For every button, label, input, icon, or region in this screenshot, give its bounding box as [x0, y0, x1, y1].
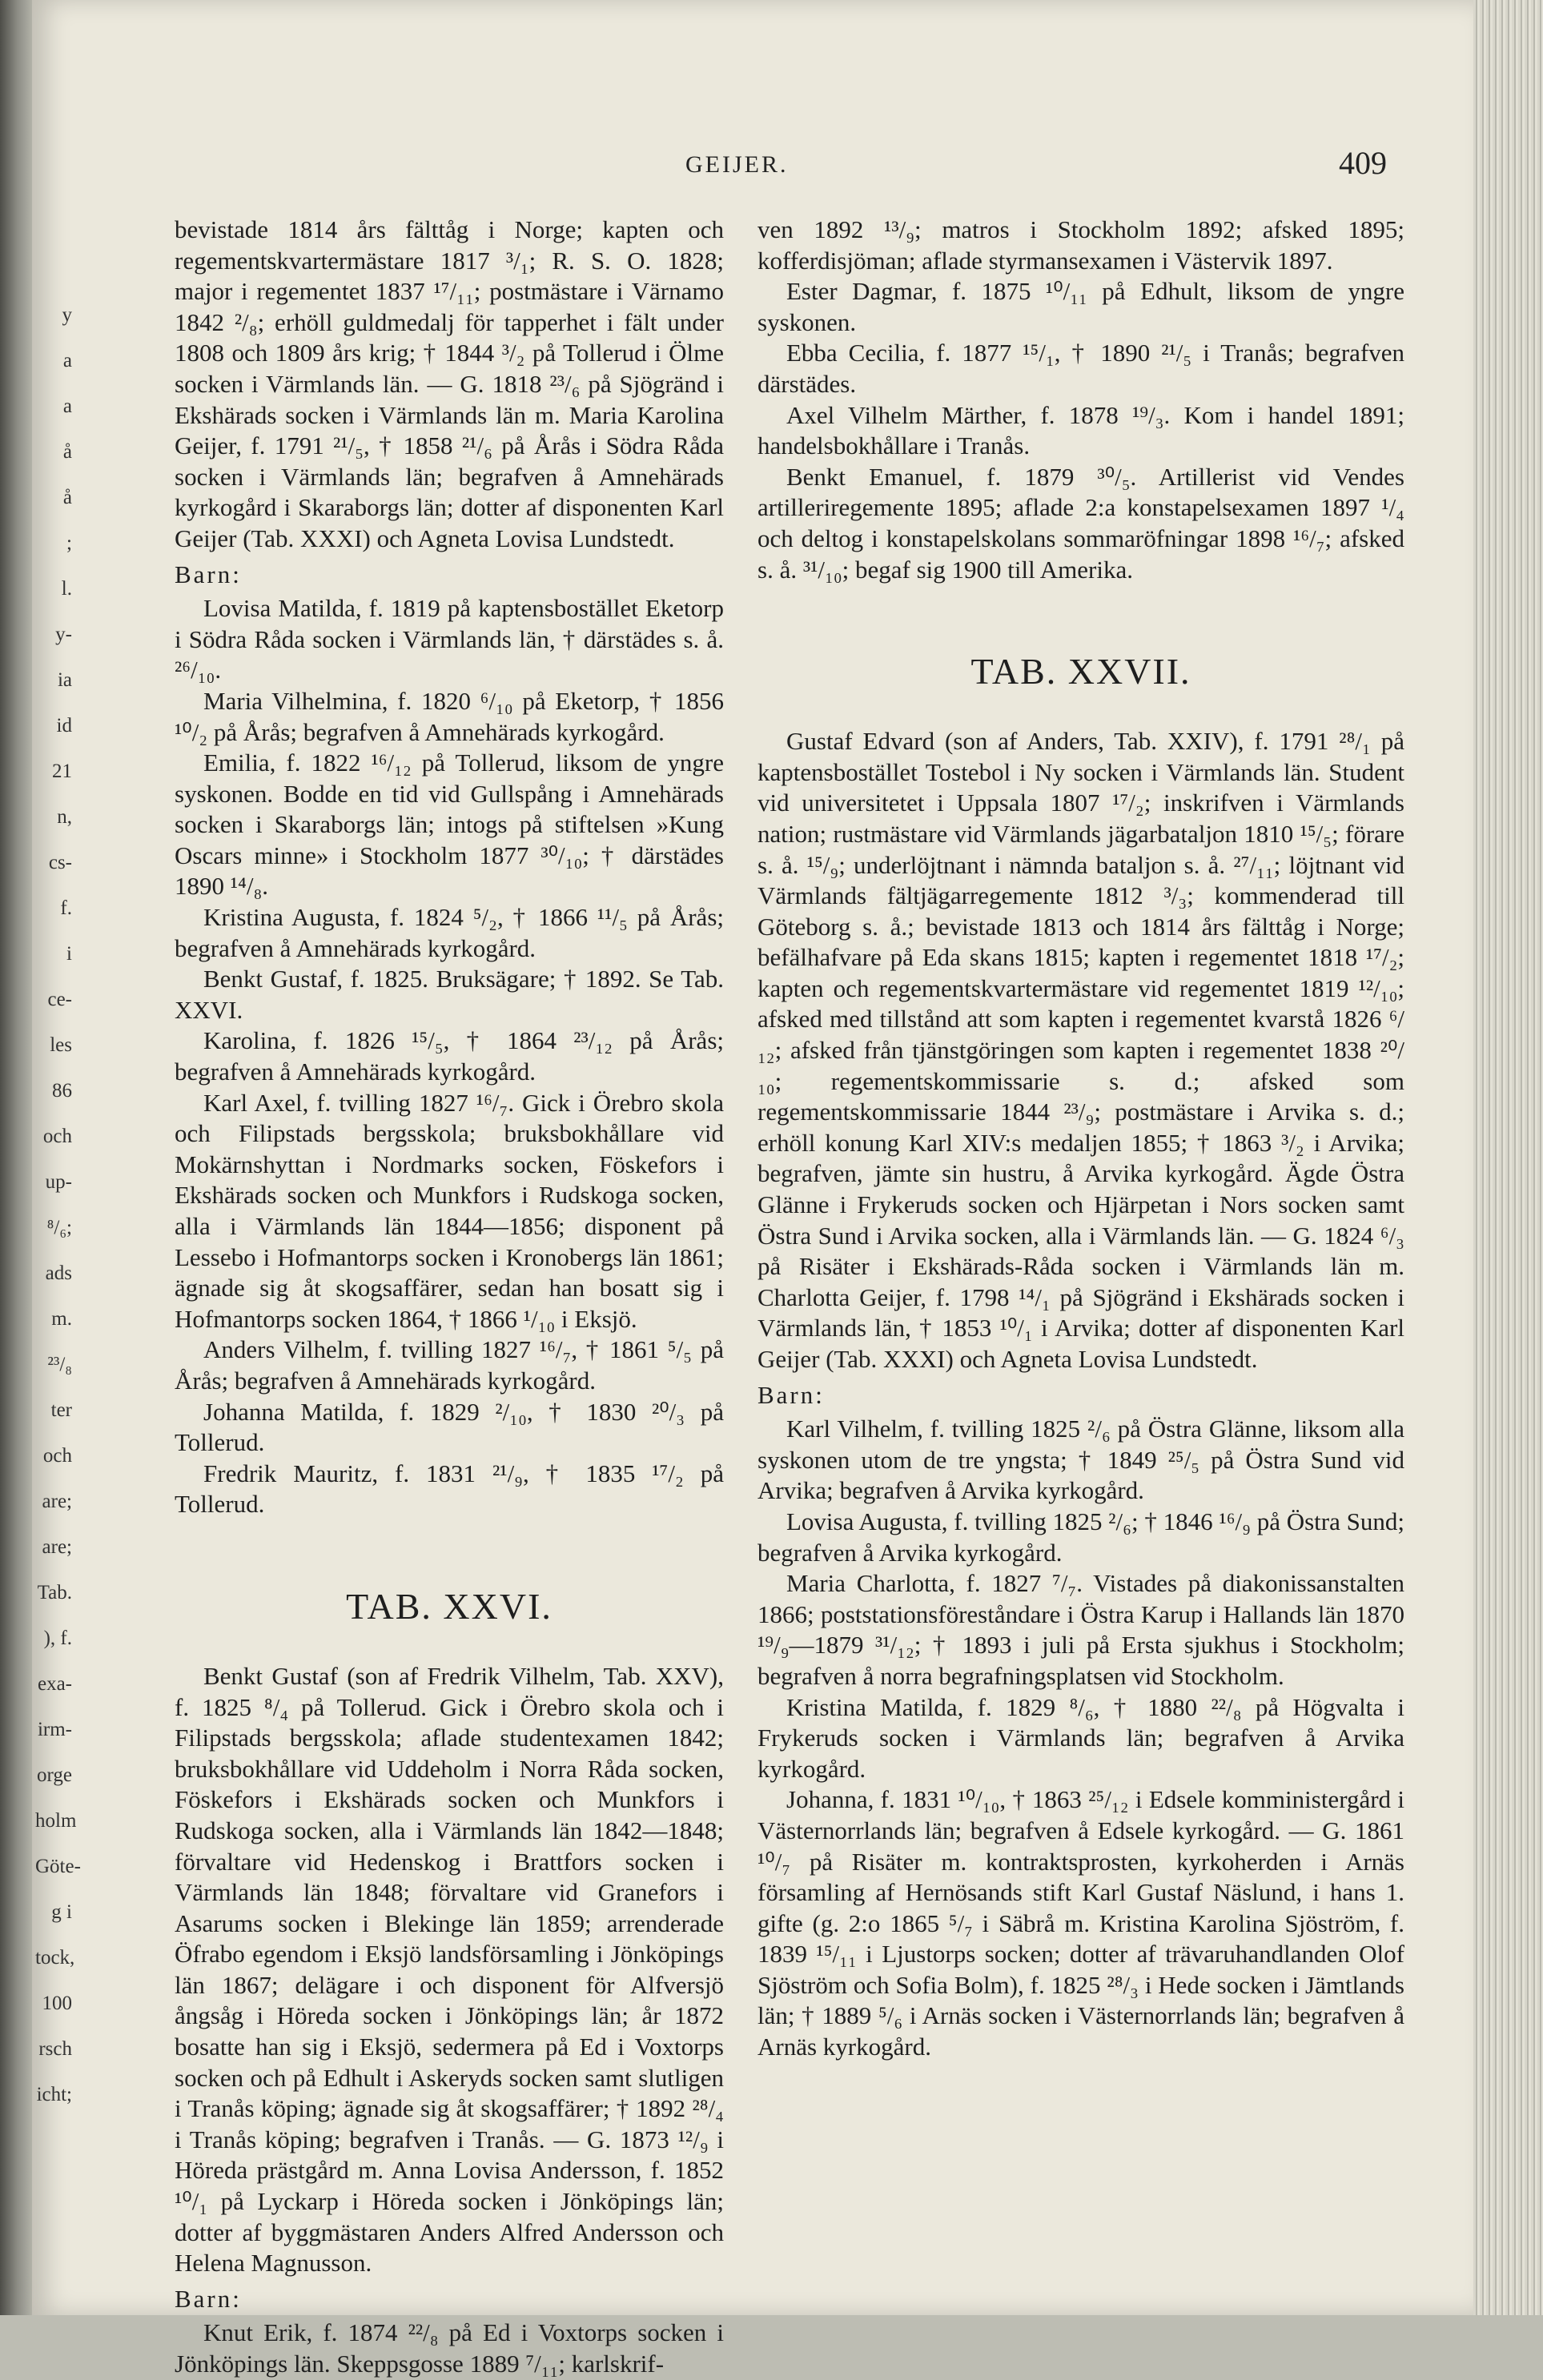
margin-fragment: orge: [37, 1764, 72, 1786]
margin-fragment: icht;: [36, 2084, 72, 2105]
margin-fragment: ;: [66, 532, 72, 554]
margin-fragment: y-: [55, 624, 72, 645]
children-heading: Barn:: [757, 1380, 825, 1409]
margin-fragment: y: [62, 304, 72, 326]
right-column: [757, 215, 1404, 2063]
margin-fragment: ²³/₈: [47, 1354, 72, 1375]
entry-paragraph: Ebba Cecilia, f. 1877 ¹⁵/₁, † 1890 ²¹/₅ i Tranås; begrafven därstädes.: [757, 339, 1404, 398]
children-heading: Barn:: [175, 2284, 242, 2313]
entry-paragraph: Ester Dagmar, f. 1875 ¹⁰/₁₁ på Edhult, liksom de yngre syskonen.: [757, 277, 1404, 336]
entry-paragraph: Karl Axel, f. tvilling 1827 ¹⁶/₇. Gick i Örebro skola och Filipstads bergsskola; bruksbokhållare vid Mokärnshyttan i Nordmarks socken, Föskefors i Ekshärads socken och Munkfors i Rudskoga socken, alla i Värmlands län 1844—1856; disponent på Lessebo i Hofmantorps socken i Kronobergs län 1861; ägnade sig åt skogsaffärer, sedan han bosatt sig i Hofmantorps socken 1864, † 1866 ¹/₁₀ i Eksjö.: [175, 1088, 724, 1333]
margin-fragment: ia: [57, 669, 72, 691]
margin-fragment: 86: [52, 1080, 72, 1102]
margin-fragment: ⁸/₆;: [46, 1217, 72, 1238]
entry-paragraph: Johanna, f. 1831 ¹⁰/₁₀, † 1863 ²⁵/₁₂ i Edsele komministergård i Västernorrlands län; begrafven å Edsele kyrkogård. — G. 1861 ¹⁰/₇ på Risäter m. kontraktsprosten, kyrkoherden i Arnäs församling af Hernösands stift Karl Gustaf Näslund, i hans 1. gifte (g. 2:o 1865 ⁵/₇ i Säbrå m. Kristina Karolina Sjöström, f. 1839 ¹⁵/₁₁ i Ljustorps socken; dotter af trävaruhandlanden Olof Sjöström och Sofia Bolm), f. 1825 ²⁸/₃ i Hede socken i Jämtlands län; † 1889 ⁵/₆ i Arnäs socken i Västernorrlands län; begrafven å Arnäs kyrkogård.: [757, 1785, 1404, 2061]
entry-paragraph: Benkt Gustaf (son af Fredrik Vilhelm, Tab. XXV), f. 1825 ⁸/₄ på Tollerud. Gick i Örebro skola och i Filipstads bergsskola; aflade studentexamen 1842; bruksbokhållare vid Uddeholm i Norra Råda socken, Föskefors i Ekshärads socken och Munkfors i Rudskoga socken, alla i Värmlands län 1842—1848; förvaltare vid Hedenskog i Brattfors socken i Värmlands län 1848; förvaltare vid Granefors i Asarums socken i Blekinge län 1859; arrenderade Öfrabo egendom i Eksjö landsförsamling i Jönköpings län 1867; delägare i och disponent för Alfversjö ångsåg i Höreda socken i Jönköpings län; år 1872 bosatte han sig i Eksjö, sedermera på Ed i Voxtorps socken och på Edhult i Askeryds socken samt slutligen i Tranås köping; ägnade sig åt skogsaffärer; † 1892 ²⁸/₄ i Tranås köping; begrafven i Tranås. — G. 1873 ¹²/₉ i Höreda prästgård m. Anna Lovisa Andersson, f. 1852 ¹⁰/₁ på Lyckarp i Höreda socken i Jönköpings län; dotter af byggmästaren Anders Alfred Andersson och Helena Magnusson.: [175, 1661, 724, 2278]
margin-fragment: Göte-: [35, 1856, 81, 1877]
margin-fragment: ce-: [47, 989, 72, 1010]
entry-paragraph: bevistade 1814 års fälttåg i Norge; kapten och regementskvartermästare 1817 ³/₁; R. S. O. 1828; major i regementet 1837 ¹⁷/₁₁; postmästare i Värnamo 1842 ²/₈; erhöll guldmedalj för tapperhet i fält under 1808 och 1809 års krig; † 1844 ³/₂ på Tollerud i Ölme socken i Värmlands län. — G. 1818 ²³/₆ på Sjögränd i Ekshärads socken i Värmlands län m. Maria Karolina Geijer, f. 1791 ²¹/₅, † 1858 ²¹/₆ på Årås i Södra Råda socken i Värmlands län; begrafven å Amnehärads kyrkogård i Skaraborgs län; dotter af disponenten Karl Geijer (Tab. XXXI) och Agneta Lovisa Lundstedt.: [175, 215, 724, 552]
margin-fragment: m.: [51, 1308, 72, 1330]
book-binding: [0, 0, 32, 2315]
margin-fragment: up-: [45, 1171, 72, 1193]
margin-fragment: exa-: [37, 1673, 72, 1695]
entry-paragraph: Lovisa Matilda, f. 1819 på kaptensbostället Eketorp i Södra Råda socken i Värmlands län, † därstädes s. å. ²⁶/₁₀.: [175, 594, 724, 684]
margin-fragment: å: [62, 487, 72, 508]
margin-fragment: ter: [50, 1399, 72, 1421]
entry-paragraph: Maria Charlotta, f. 1827 ⁷/₇. Vistades på diakonissanstalten 1866; poststationsföreståndare i Östra Karup i Hallands län 1870 ¹⁹/₉—1879 ³¹/₁₂; † 1893 i juli på Ersta sjukhus i Stockholm; begrafven å norra begrafningsplatsen vid Stockholm.: [757, 1569, 1404, 1690]
entry-paragraph: Karl Vilhelm, f. tvilling 1825 ²/₆ på Östra Glänne, liksom alla syskonen utom de tre yngsta; † 1849 ²⁵/₅ på Östra Sund vid Arvika; begrafven å Arvika kyrkogård.: [757, 1415, 1404, 1505]
entry-paragraph: Fredrik Mauritz, f. 1831 ²¹/₉, † 1835 ¹⁷/₂ på Tollerud.: [175, 1459, 724, 1519]
margin-fragment: are;: [42, 1491, 72, 1512]
page-stack-edge: [1473, 0, 1543, 2315]
margin-fragment: cs-: [48, 852, 72, 873]
entry-paragraph: Lovisa Augusta, f. tvilling 1825 ²/₆; † 1846 ¹⁶/₉ på Östra Sund; begrafven å Arvika kyrkogård.: [757, 1507, 1404, 1567]
margin-fragment: ads: [45, 1262, 72, 1284]
entry-paragraph: Johanna Matilda, f. 1829 ²/₁₀, † 1830 ²⁰/₃ på Tollerud.: [175, 1397, 724, 1457]
entry-paragraph: Kristina Augusta, f. 1824 ⁵/₂, † 1866 ¹¹/₅ på Årås; begrafven å Amnehärads kyrkogård.: [175, 903, 724, 962]
margin-fragment: are;: [42, 1536, 72, 1558]
entry-paragraph: Benkt Gustaf, f. 1825. Bruksägare; † 1892. Se Tab. XXVI.: [175, 965, 724, 1024]
entry-paragraph: Anders Vilhelm, f. tvilling 1827 ¹⁶/₇, † 1861 ⁵/₅ på Årås; begrafven å Amnehärads kyrkogård.: [175, 1335, 724, 1395]
margin-fragment: a: [62, 395, 72, 417]
margin-fragment: å: [62, 441, 72, 463]
page-number: 409: [1339, 145, 1387, 181]
margin-fragment: rsch: [38, 2038, 72, 2060]
entry-paragraph: ven 1892 ¹³/₉; matros i Stockholm 1892; afsked 1895; kofferdisjöman; aflade styrmansexamen i Västervik 1897.: [757, 215, 1404, 275]
entry-paragraph: Benkt Emanuel, f. 1879 ³⁰/₅. Artillerist vid Vendes artilleriregemente 1895; aflade 2:a konstapelsexamen 1897 ¹/₄ och deltog i konstapelskolans sommaröfningar 1898 ¹⁶/₇; afsked s. å. ³¹/₁₀; begaf sig 1900 till Amerika.: [757, 462, 1404, 584]
facing-page-fragments: [35, 304, 81, 2145]
margin-fragment: 100: [42, 1993, 72, 2014]
entry-paragraph: Knut Erik, f. 1874 ²²/₈ på Ed i Voxtorps socken i Jönköpings län. Skeppsgosse 1889 ⁷/₁₁; karlskrif-: [175, 2318, 724, 2378]
table-heading: TAB. XXVI.: [346, 1585, 553, 1627]
left-column: [175, 215, 724, 2380]
margin-fragment: irm-: [37, 1719, 72, 1740]
margin-fragment: f.: [60, 897, 72, 919]
table-heading: TAB. XXVII.: [970, 651, 1191, 692]
entry-paragraph: Emilia, f. 1822 ¹⁶/₁₂ på Tollerud, liksom de yngre syskonen. Bodde en tid vid Gullspång i Amnehärads socken i Skaraborgs län; intogs på stiftelsen »Kung Oscars minne» i Stockholm 1877 ³⁰/₁₀; † därstädes 1890 ¹⁴/₈.: [175, 749, 724, 901]
margin-fragment: holm: [35, 1810, 77, 1832]
children-heading: Barn:: [175, 560, 242, 588]
margin-fragment: ), f.: [43, 1627, 72, 1649]
entry-paragraph: Karolina, f. 1826 ¹⁵/₅, † 1864 ²³/₁₂ på Årås; begrafven å Amnehärads kyrkogård.: [175, 1026, 724, 1086]
entry-paragraph: Gustaf Edvard (son af Anders, Tab. XXIV), f. 1791 ²⁸/₁ på kaptensbostället Tostebol i Ny socken i Värmlands län. Student vid universitetet i Uppsala 1807 ¹⁷/₂; inskrifven i Värmlands nation; rustmästare vid Värmlands jägarbataljon 1810 ¹⁵/₅; förare s. å. ¹⁵/₉; underlöjtnant i nämnda bataljon s. å. ²⁷/₁₁; löjtnant vid Värmlands fältjägarregemente 1812 ³/₃; kommenderad till Göteborg s. å.; bevistade 1813 och 1814 års fälttåg i Norge; befälhafvare på Eda skans 1815; kapten i regementet 1818 ¹⁷/₂; kapten och regementskvartermästare vid regementet 1819 ¹²/₁₀; afsked med tillstånd att som kapten i regementet kvarstå 1826 ⁶/₁₂; afsked från tjänstgöringen som kapten i regementet 1838 ²⁰/₁₀; regementskommissarie s. d.; afsked som regementskommissarie 1844 ²³/₉; postmästare i Arvika s. d.; erhöll konung Karl XIV:s medaljen 1855; † 1863 ³/₂ i Arvika; begrafven, jämte sin hustru, å Arvika kyrkogård. Ägde Östra Glänne i Frykeruds socken och Hjärpetan i Nors socken samt Östra Sund i Arvika socken, alla i Värmlands län. — G. 1824 ⁶/₃ på Risäter i Ekshärads-Råda socken i Värmlands län m. Charlotta Geijer, f. 1798 ¹⁴/₁ på Sjögränd i Ekshärads socken i Värmlands län, † 1853 ¹⁰/₁ i Arvika; dotter af disponenten Karl Geijer (Tab. XXXI) och Agneta Lovisa Lundstedt.: [757, 727, 1404, 1373]
margin-fragment: 21: [52, 761, 72, 782]
margin-fragment: l.: [61, 578, 72, 600]
margin-fragment: Tab.: [37, 1582, 72, 1603]
entry-paragraph: Kristina Matilda, f. 1829 ⁸/₆, † 1880 ²²/₈ på Högvalta i Frykeruds socken i Värmlands län; begrafven å Arvika kyrkogård.: [757, 1692, 1404, 1783]
margin-fragment: i: [66, 943, 72, 965]
entry-paragraph: Axel Vilhelm Märther, f. 1878 ¹⁹/₃. Kom i handel 1891; handelsbokhållare i Tranås.: [757, 400, 1404, 460]
margin-fragment: och: [42, 1126, 72, 1147]
margin-fragment: les: [50, 1034, 72, 1056]
margin-fragment: id: [56, 715, 72, 736]
entry-paragraph: Maria Vilhelmina, f. 1820 ⁶/₁₀ på Eketorp, † 1856 ¹⁰/₂ på Årås; begrafven å Amnehärads kyrkogård.: [175, 686, 724, 746]
margin-fragment: g i: [51, 1901, 72, 1923]
margin-fragment: och: [42, 1445, 72, 1467]
margin-fragment: a: [62, 350, 72, 371]
margin-fragment: tock,: [35, 1947, 75, 1969]
running-head: GEIJER.: [685, 151, 789, 178]
margin-fragment: n,: [57, 806, 72, 828]
